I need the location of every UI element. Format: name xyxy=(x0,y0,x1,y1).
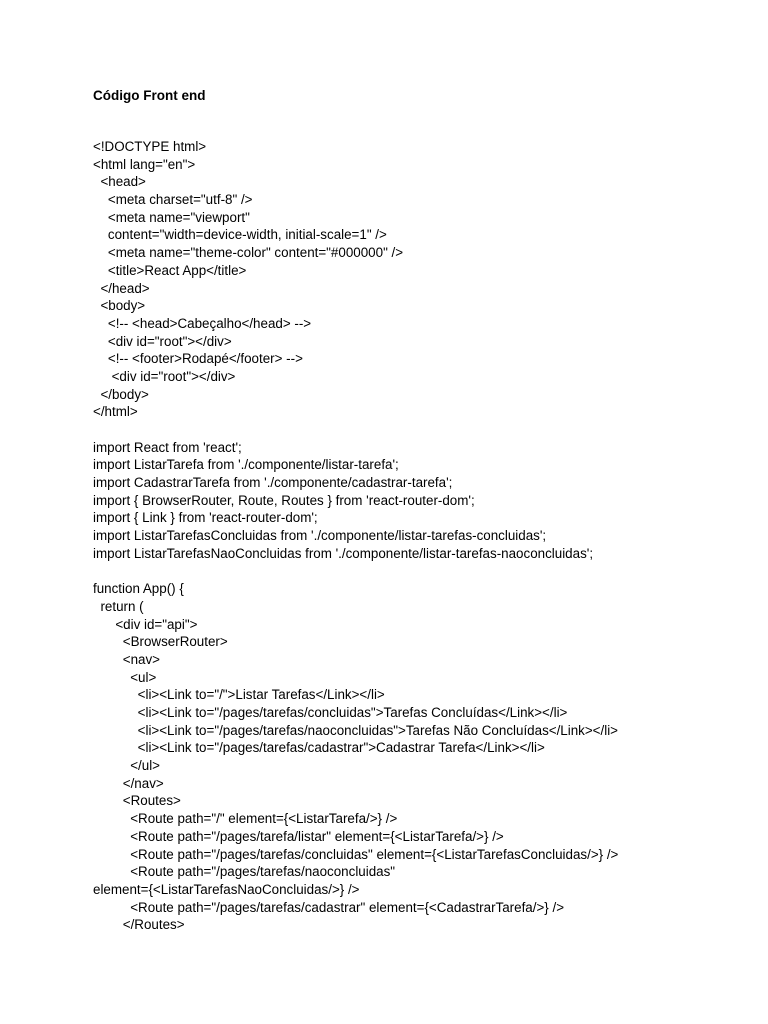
code-line: function App() { xyxy=(93,581,184,597)
code-line: <li><Link to="/pages/tarefas/naoconcluidas">Tarefas Não Concluídas</Link></li> xyxy=(93,722,618,738)
code-line: <meta name="viewport" xyxy=(93,209,250,225)
code-line: <!-- <head>Cabeçalho</head> --> xyxy=(93,315,312,331)
code-line xyxy=(93,563,618,581)
code-line: import { BrowserRouter, Route, Routes } from 'react-router-dom'; xyxy=(93,492,475,508)
code-block xyxy=(93,138,618,934)
code-line: <Route path="/pages/tarefas/naoconcluidas" xyxy=(93,864,396,880)
code-line: <!-- <footer>Rodapé</footer> --> xyxy=(93,351,303,367)
code-line: <head> xyxy=(93,174,146,190)
code-line: <div id="root"></div> xyxy=(93,333,232,349)
code-line: <Route path="/" element={<ListarTarefa/>} /> xyxy=(93,811,398,827)
code-line: </ul> xyxy=(93,758,160,774)
code-line: import { Link } from 'react-router-dom'; xyxy=(93,510,318,526)
code-line: <BrowserRouter> xyxy=(93,634,228,650)
code-line: <title>React App</title> xyxy=(93,262,247,278)
code-line: <li><Link to="/pages/tarefas/cadastrar">Cadastrar Tarefa</Link></li> xyxy=(93,740,545,756)
code-line: import ListarTarefa from './componente/listar-tarefa'; xyxy=(93,457,399,473)
code-line: <meta charset="utf-8" /> xyxy=(93,192,253,208)
code-line: </html> xyxy=(93,404,138,420)
code-line: <div id="root"></div> xyxy=(93,368,236,384)
code-line: import CadastrarTarefa from './componente/cadastrar-tarefa'; xyxy=(93,475,453,491)
code-line: <div id="api"> xyxy=(93,616,198,632)
code-line: <li><Link to="/pages/tarefas/concluidas">Tarefas Concluídas</Link></li> xyxy=(93,705,568,720)
code-line: import React from 'react'; xyxy=(93,439,242,455)
code-line: <Routes> xyxy=(93,793,181,809)
code-line: <li><Link to="/">Listar Tarefas</Link></li> xyxy=(93,687,385,703)
code-line: return ( xyxy=(93,598,144,614)
code-line: <Route path="/pages/tarefa/listar" element={<ListarTarefa/>} /> xyxy=(93,828,504,844)
code-line: <nav> xyxy=(93,651,160,667)
code-line: </body> xyxy=(93,386,149,402)
code-line: <html lang="en"> xyxy=(93,156,196,172)
code-line: <Route path="/pages/tarefas/concluidas" element={<ListarTarefasConcluidas/>} /> xyxy=(93,846,619,862)
code-line: import ListarTarefasConcluidas from './componente/listar-tarefas-concluidas'; xyxy=(93,528,547,544)
code-line: element={<ListarTarefasNaoConcluidas/>} /> xyxy=(93,881,360,897)
code-line: <meta name="theme-color" content="#000000" /> xyxy=(93,245,404,261)
code-line: </Routes> xyxy=(93,917,185,933)
code-line: content="width=device-width, initial-scale=1" /> xyxy=(93,227,387,243)
code-line: <Route path="/pages/tarefas/cadastrar" element={<CadastrarTarefa/>} /> xyxy=(93,899,565,915)
code-line xyxy=(93,421,618,439)
code-line: import ListarTarefasNaoConcluidas from './componente/listar-tarefas-naoconcluidas'; xyxy=(93,545,594,561)
document-heading: Código Front end xyxy=(93,88,206,103)
code-line: <!DOCTYPE html> xyxy=(93,139,207,154)
code-line: <body> xyxy=(93,298,146,314)
code-line: </nav> xyxy=(93,775,164,791)
code-line: <ul> xyxy=(93,669,157,685)
code-line: </head> xyxy=(93,280,150,296)
